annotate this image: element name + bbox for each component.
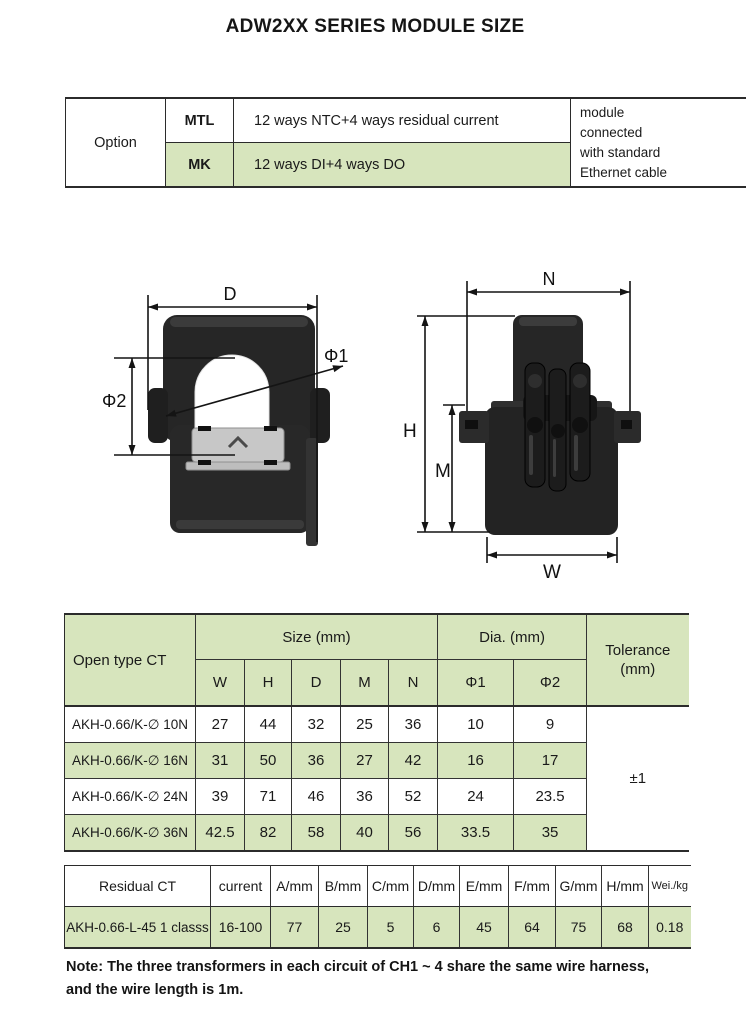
open-ct-tolerance-header bbox=[587, 614, 689, 706]
ct-hinge-clips bbox=[523, 363, 597, 491]
res-value-cell: 45 bbox=[460, 907, 509, 949]
res-value-cell: 64 bbox=[509, 907, 556, 949]
tolerance-header-line: (mm) bbox=[620, 661, 656, 678]
option-label-cell: Option bbox=[66, 98, 166, 187]
res-header: current bbox=[211, 866, 271, 907]
dimension-n-label: N bbox=[542, 269, 556, 289]
option-code-mk: MK bbox=[166, 143, 234, 188]
option-code-mtl: MTL bbox=[166, 98, 234, 143]
value-cell: 39 bbox=[196, 779, 245, 815]
value-cell: 56 bbox=[389, 815, 438, 852]
res-value-cell: 25 bbox=[319, 907, 368, 949]
value-cell: 52 bbox=[389, 779, 438, 815]
col-header-phi1: Φ1 bbox=[438, 660, 514, 707]
value-cell: 23.5 bbox=[514, 779, 587, 815]
dimension-phi1-label: Φ1 bbox=[324, 346, 349, 366]
value-cell: 46 bbox=[292, 779, 341, 815]
value-cell: 31 bbox=[196, 743, 245, 779]
dimension-d-label: D bbox=[223, 284, 237, 304]
dimension-m-label: M bbox=[435, 461, 451, 482]
tolerance-value-cell: ±1 bbox=[587, 706, 689, 851]
ct-front-view-drawing bbox=[100, 270, 360, 550]
res-value-cell: 6 bbox=[414, 907, 460, 949]
res-header: D/mm bbox=[414, 866, 460, 907]
res-header: F/mm bbox=[509, 866, 556, 907]
model-cell: AKH-0.66/K-∅ 24N bbox=[65, 779, 196, 815]
residual-ct-table bbox=[64, 865, 691, 949]
page-title: ADW2XX SERIES MODULE SIZE bbox=[225, 16, 525, 37]
option-desc-mtl: 12 ways NTC+4 ways residual current bbox=[234, 98, 571, 143]
module-note-line: connected bbox=[580, 124, 643, 140]
res-header: B/mm bbox=[319, 866, 368, 907]
value-cell: 42 bbox=[389, 743, 438, 779]
footnote bbox=[66, 956, 706, 1002]
value-cell: 33.5 bbox=[438, 815, 514, 852]
res-model-cell: AKH-0.66-L-45 1 classs bbox=[65, 907, 211, 949]
res-value-cell: 68 bbox=[602, 907, 649, 949]
option-row-mtl bbox=[66, 98, 746, 143]
value-cell: 42.5 bbox=[196, 815, 245, 852]
value-cell: 17 bbox=[514, 743, 587, 779]
value-cell: 24 bbox=[438, 779, 514, 815]
res-value-cell: 75 bbox=[556, 907, 602, 949]
value-cell: 36 bbox=[292, 743, 341, 779]
value-cell: 82 bbox=[245, 815, 292, 852]
value-cell: 71 bbox=[245, 779, 292, 815]
footnote-line: Note: The three transformers in each circuit of CH1 ~ 4 share the same wire harness, bbox=[66, 959, 650, 975]
col-header-phi2: Φ2 bbox=[514, 660, 587, 707]
value-cell: 16 bbox=[438, 743, 514, 779]
res-header: A/mm bbox=[271, 866, 319, 907]
res-value-cell: 16-100 bbox=[211, 907, 271, 949]
open-ct-corner-header: Open type CT bbox=[65, 614, 196, 706]
col-header-m: M bbox=[341, 660, 389, 707]
value-cell: 9 bbox=[514, 706, 587, 743]
open-ct-header-row-groups bbox=[65, 614, 689, 660]
value-cell: 50 bbox=[245, 743, 292, 779]
dimension-phi2-label: Φ2 bbox=[102, 391, 127, 411]
dimension-w bbox=[487, 537, 617, 580]
model-cell: AKH-0.66/K-∅ 36N bbox=[65, 815, 196, 852]
value-cell: 27 bbox=[341, 743, 389, 779]
ct-metal-clip bbox=[186, 426, 290, 470]
ct-side-view-drawing bbox=[395, 265, 660, 580]
value-cell: 58 bbox=[292, 815, 341, 852]
option-table bbox=[65, 97, 746, 188]
model-cell: AKH-0.66/K-∅ 16N bbox=[65, 743, 196, 779]
tolerance-header-line: Tolerance bbox=[605, 642, 671, 659]
open-ct-row-10n bbox=[65, 706, 689, 743]
res-header: H/mm bbox=[602, 866, 649, 907]
value-cell: 44 bbox=[245, 706, 292, 743]
value-cell: 36 bbox=[341, 779, 389, 815]
value-cell: 10 bbox=[438, 706, 514, 743]
open-ct-dia-group-header: Dia. (mm) bbox=[438, 614, 587, 660]
ct-side-body bbox=[459, 315, 641, 535]
footnote-line: and the wire length is 1m. bbox=[66, 982, 244, 998]
res-header: G/mm bbox=[556, 866, 602, 907]
res-header: Residual CT bbox=[65, 866, 211, 907]
value-cell: 25 bbox=[341, 706, 389, 743]
module-note-line: with standard bbox=[580, 144, 661, 160]
option-desc-mk: 12 ways DI+4 ways DO bbox=[234, 143, 571, 188]
value-cell: 35 bbox=[514, 815, 587, 852]
value-cell: 36 bbox=[389, 706, 438, 743]
residual-ct-data-row bbox=[65, 907, 691, 949]
module-note-line: module bbox=[580, 104, 625, 120]
value-cell: 40 bbox=[341, 815, 389, 852]
ct-front-body bbox=[148, 315, 330, 546]
res-header: C/mm bbox=[368, 866, 414, 907]
module-note-line: Ethernet cable bbox=[580, 164, 668, 180]
res-value-cell: 5 bbox=[368, 907, 414, 949]
residual-ct-header-row bbox=[65, 866, 691, 907]
col-header-w: W bbox=[196, 660, 245, 707]
col-header-d: D bbox=[292, 660, 341, 707]
col-header-h: H bbox=[245, 660, 292, 707]
res-header-weight: Wei./kg bbox=[649, 866, 691, 907]
col-header-n: N bbox=[389, 660, 438, 707]
value-cell: 27 bbox=[196, 706, 245, 743]
res-value-cell: 77 bbox=[271, 907, 319, 949]
res-value-cell: 0.18 bbox=[649, 907, 691, 949]
value-cell: 32 bbox=[292, 706, 341, 743]
option-module-note bbox=[571, 98, 746, 187]
dimension-h-label: H bbox=[403, 421, 417, 442]
open-type-ct-table bbox=[64, 613, 689, 852]
model-cell: AKH-0.66/K-∅ 10N bbox=[65, 706, 196, 743]
open-ct-size-group-header: Size (mm) bbox=[196, 614, 438, 660]
res-header: E/mm bbox=[460, 866, 509, 907]
dimension-w-label: W bbox=[543, 562, 561, 580]
